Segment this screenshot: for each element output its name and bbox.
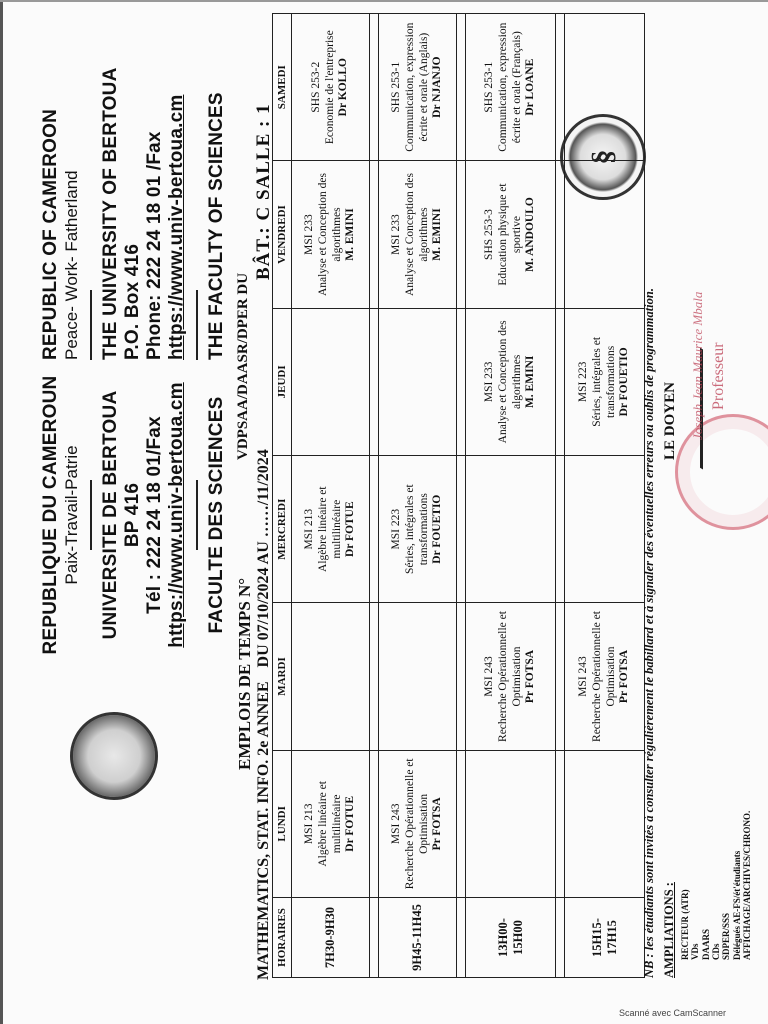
course-teacher: M. EMINI bbox=[524, 355, 537, 409]
period-label: DU 07/10/2024 AU ……/11/2024 bbox=[255, 449, 272, 668]
gap-cell bbox=[457, 14, 466, 161]
course-teacher: Pr FOTSA bbox=[524, 649, 537, 704]
course-title: Communication, expression écrite et orale (Français) bbox=[496, 22, 523, 152]
timetable-grid bbox=[272, 13, 645, 978]
gap-cell bbox=[457, 308, 466, 455]
course-code: MSI 223 bbox=[577, 361, 590, 403]
course-title: Analyse et Conception des algorithmes bbox=[403, 173, 430, 297]
divider bbox=[196, 290, 198, 360]
country-fr: REPUBLIQUE DU CAMEROUN bbox=[40, 375, 61, 655]
course-cell bbox=[292, 161, 370, 308]
course-code: SHS 253-2 bbox=[310, 61, 323, 113]
course-teacher: Pr FOTSA bbox=[431, 797, 444, 851]
course-teacher: Pr FOTSA bbox=[618, 649, 631, 704]
course-cell bbox=[292, 308, 370, 455]
phone-en: Phone: 222 24 18 01 /Fax bbox=[144, 131, 165, 360]
course-teacher: Dr FOTUE bbox=[344, 501, 357, 558]
gap-cell bbox=[370, 750, 379, 897]
notice-text: NB : les étudiants sont invités à consulter régulièrement le babillard et à signaler des éventuelles erreurs ou oublis de programmation. bbox=[642, 288, 656, 978]
timetable-title bbox=[235, 0, 273, 980]
gap-cell bbox=[457, 161, 466, 308]
course-cell bbox=[379, 161, 457, 308]
course-title: Algèbre linéaire et multilinéaire bbox=[316, 486, 343, 572]
row-gap bbox=[457, 14, 466, 978]
scan-edge-left bbox=[0, 0, 3, 1024]
website-fr[interactable]: https://www.univ-bertoua.cm bbox=[166, 382, 187, 648]
ampliation-item: CDs bbox=[711, 943, 722, 960]
scanner-watermark: Scanné avec CamScanner bbox=[618, 1008, 726, 1018]
course-teacher: Dr NJANJO bbox=[431, 56, 444, 118]
course-cell bbox=[379, 14, 457, 161]
phone-fr: Tél : 222 24 18 01/Fax bbox=[144, 416, 165, 614]
signatory-rank: Professeur bbox=[710, 342, 727, 410]
row-gap bbox=[370, 14, 379, 978]
gap-cell bbox=[457, 603, 466, 750]
course-title: Séries, intégrales et transformations bbox=[590, 336, 617, 427]
ampliation-item: RECTEUR (ATR) bbox=[680, 889, 690, 960]
course-code: MSI 233 bbox=[303, 214, 316, 255]
ampliations-list bbox=[680, 811, 752, 960]
gap-cell bbox=[457, 750, 466, 897]
ampliation-item: VDs bbox=[690, 943, 701, 960]
course-teacher: Dr KOLLO bbox=[337, 58, 350, 117]
course-cell bbox=[379, 308, 457, 455]
course-cell bbox=[379, 750, 457, 897]
course-title: Education physique et sportive bbox=[496, 183, 523, 286]
gap-cell bbox=[556, 308, 565, 455]
course-teacher: M. ANDOULO bbox=[524, 197, 537, 272]
course-title: Economie de l'entreprise bbox=[323, 30, 336, 145]
col-header-mardi: MARDI bbox=[273, 603, 292, 750]
course-cell bbox=[565, 308, 645, 455]
po-box-en: P.O. Box 416 bbox=[122, 243, 143, 360]
course-title: Analyse et Conception des algorithmes bbox=[496, 320, 523, 444]
course-cell bbox=[565, 750, 645, 897]
course-cell bbox=[292, 750, 370, 897]
program-label: MATHEMATICS, STAT. INFO. 2e ANNEE bbox=[255, 681, 272, 980]
course-code: SHS 253-3 bbox=[483, 209, 496, 260]
course-cell bbox=[466, 308, 556, 455]
gap-cell bbox=[370, 308, 379, 455]
course-teacher: Dr LOANE bbox=[524, 58, 537, 116]
gap-cell bbox=[556, 456, 565, 603]
timetable-number: EMPLOIS DE TEMPS N° bbox=[235, 577, 254, 770]
seal-emblem-icon: § bbox=[586, 149, 619, 165]
course-code: SHS 253-1 bbox=[483, 61, 496, 113]
signatory-name: Joseph Jean Maurice Mbala bbox=[690, 291, 705, 440]
ampliation-item: Délégués AE-FS/ét'étudiants bbox=[731, 850, 742, 960]
faculty-fr: FACULTE DES SCIENCES bbox=[206, 396, 227, 634]
po-box-fr: BP 416 bbox=[122, 482, 143, 548]
time-slot-cell: 7H30-9H30 bbox=[292, 898, 370, 978]
ampliation-item: AFFICHAGE/ARCHIVES/CHRONO. bbox=[742, 810, 753, 960]
col-header-jeudi: JEUDI bbox=[273, 308, 292, 455]
university-fr: UNIVERSITE DE BERTOUA bbox=[100, 390, 121, 640]
col-header-lundi: LUNDI bbox=[273, 750, 292, 897]
table-header-row bbox=[273, 14, 292, 978]
col-header-horaires: HORAIRES bbox=[273, 898, 292, 978]
course-cell bbox=[292, 456, 370, 603]
gap-cell bbox=[370, 456, 379, 603]
course-cell bbox=[466, 14, 556, 161]
course-cell bbox=[565, 161, 645, 308]
gap-cell bbox=[556, 161, 565, 308]
course-teacher: Dr FOUETIO bbox=[618, 347, 631, 417]
country-en: REPUBLIC OF CAMEROON bbox=[40, 109, 61, 360]
row-gap bbox=[556, 14, 565, 978]
course-cell bbox=[379, 603, 457, 750]
course-title: Recherche Opérationnelle et Optimisation bbox=[403, 758, 430, 890]
header-french bbox=[40, 360, 228, 670]
timetable-document bbox=[30, 0, 753, 1000]
gap-cell bbox=[370, 898, 379, 978]
gap-cell bbox=[556, 603, 565, 750]
course-code: MSI 233 bbox=[390, 214, 403, 255]
course-code: MSI 213 bbox=[303, 803, 316, 845]
website-en[interactable]: https://www.univ-bertoua.cm bbox=[166, 94, 187, 360]
faculty-en: THE FACULTY OF SCIENCES bbox=[206, 92, 227, 360]
course-title: Algèbre linéaire et multilinéaire bbox=[316, 781, 343, 867]
course-cell bbox=[292, 14, 370, 161]
col-header-mercredi: MERCREDI bbox=[273, 456, 292, 603]
table-row bbox=[466, 14, 556, 978]
col-header-vendredi: VENDREDI bbox=[273, 161, 292, 308]
gap-cell bbox=[556, 898, 565, 978]
gap-cell bbox=[370, 603, 379, 750]
course-title: Séries, intégrales et transformations bbox=[403, 484, 430, 575]
divider bbox=[90, 290, 92, 360]
motto-fr: Paix-Travail-Patrie bbox=[62, 445, 81, 585]
ampliation-item: SDPER/SSS bbox=[721, 912, 732, 960]
course-teacher: M. EMINI bbox=[431, 208, 444, 261]
gap-cell bbox=[457, 898, 466, 978]
course-code: MSI 243 bbox=[390, 803, 403, 845]
course-cell bbox=[565, 456, 645, 603]
gap-cell bbox=[556, 750, 565, 897]
table-row bbox=[292, 14, 370, 978]
course-code: SHS 253-1 bbox=[390, 61, 403, 113]
time-slot-cell: 9H45-11H45 bbox=[379, 898, 457, 978]
time-slot-cell: 13H00-15H00 bbox=[466, 898, 556, 978]
ampliation-item: DAARS bbox=[700, 928, 711, 960]
course-cell bbox=[466, 603, 556, 750]
course-title: Recherche Opérationnelle et Optimisation bbox=[496, 611, 523, 742]
course-code: MSI 243 bbox=[577, 656, 590, 697]
course-code: MSI 243 bbox=[483, 656, 496, 697]
table-row bbox=[379, 14, 457, 978]
dean-title: LE DOYEN bbox=[662, 382, 678, 460]
building-room: BÂT.: C SALLE : 1 bbox=[253, 103, 274, 280]
motto-en: Peace- Work- Fatherland bbox=[62, 170, 81, 360]
course-code: MSI 213 bbox=[303, 508, 316, 550]
divider bbox=[196, 480, 198, 550]
university-en: THE UNIVERSITY OF BERTOUA bbox=[100, 67, 121, 360]
gap-cell bbox=[457, 456, 466, 603]
table-row bbox=[565, 14, 645, 978]
course-title: Analyse et Conception des algorithmes bbox=[316, 173, 343, 297]
university-seal-left bbox=[70, 712, 158, 800]
course-code: MSI 223 bbox=[390, 508, 403, 550]
gap-cell bbox=[370, 161, 379, 308]
course-code: MSI 233 bbox=[483, 361, 496, 403]
gap-cell bbox=[556, 14, 565, 161]
divider bbox=[90, 480, 92, 550]
course-cell bbox=[565, 603, 645, 750]
course-cell bbox=[292, 603, 370, 750]
course-cell bbox=[466, 161, 556, 308]
ampliations-heading: AMPLIATIONS : bbox=[662, 882, 676, 978]
course-teacher: M. EMINI bbox=[344, 208, 357, 261]
time-slot-cell: 15H15-17H15 bbox=[565, 898, 645, 978]
course-teacher: Dr FOUETIO bbox=[431, 494, 444, 564]
gap-cell bbox=[370, 14, 379, 161]
col-header-samedi: SAMEDI bbox=[273, 14, 292, 161]
course-cell bbox=[565, 14, 645, 161]
course-title: Recherche Opérationnelle et Optimisation bbox=[590, 611, 617, 742]
course-cell bbox=[466, 750, 556, 897]
course-title: Communication, expression écrite et orale (Anglais) bbox=[403, 22, 430, 152]
course-cell bbox=[379, 456, 457, 603]
header-english bbox=[40, 30, 228, 360]
course-teacher: Dr FOTUE bbox=[344, 795, 357, 852]
course-cell bbox=[466, 456, 556, 603]
timetable-reference: VDPSAA/DAASR/DPER DU bbox=[235, 272, 251, 460]
